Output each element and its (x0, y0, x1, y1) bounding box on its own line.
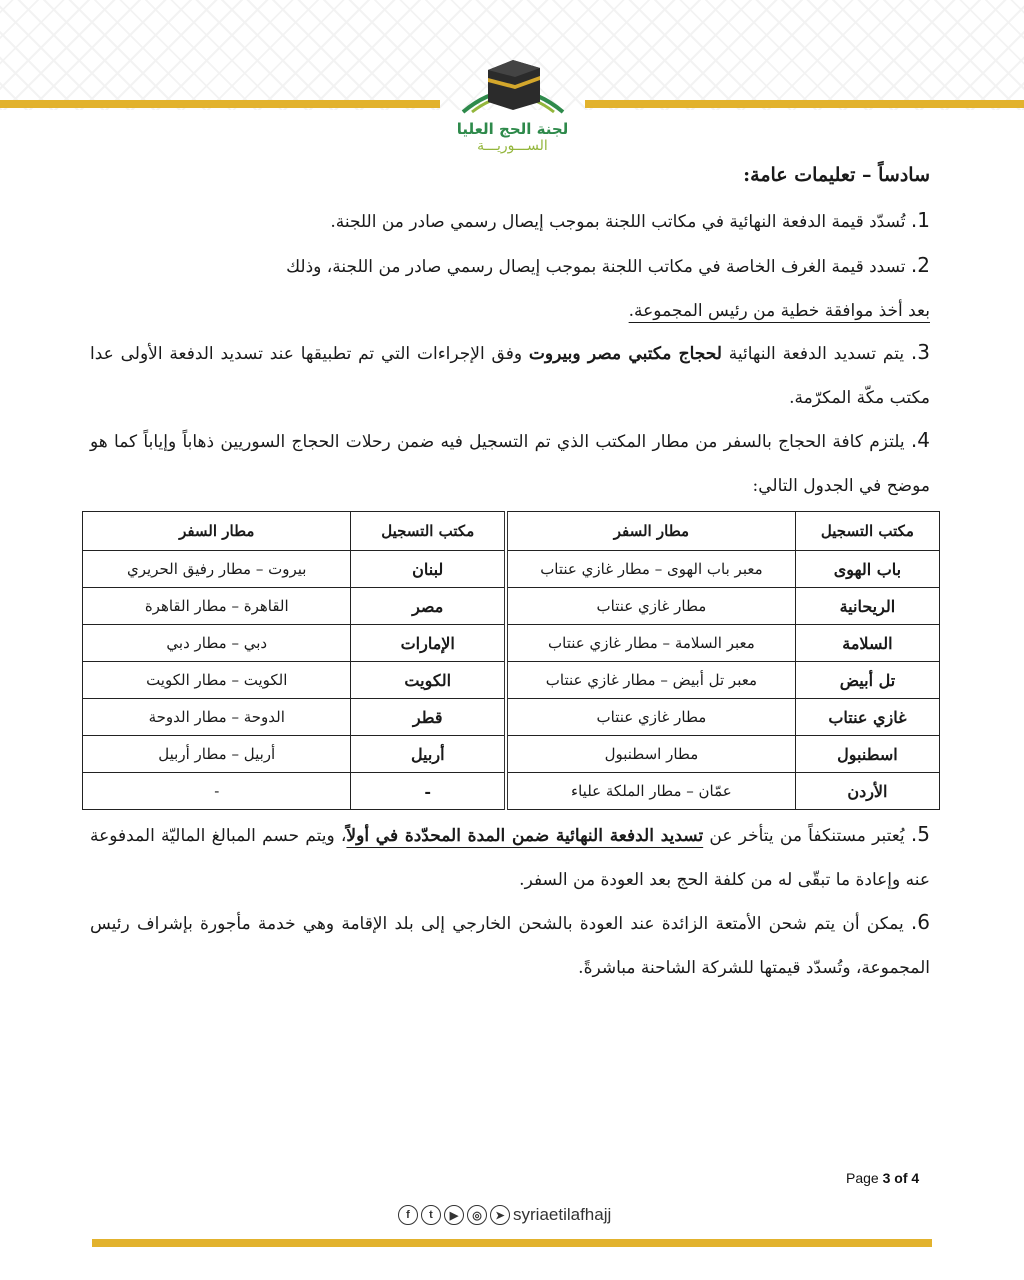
table-row (83, 736, 940, 773)
kaaba-icon (458, 50, 568, 120)
instruction-item-6 (90, 900, 930, 990)
item-number: 4. (910, 428, 931, 452)
table-row (83, 773, 940, 810)
committee-logo (440, 50, 585, 162)
table-cell: الريحانية (795, 588, 939, 625)
logo-title: لجنة الحج العليا (456, 120, 569, 138)
footer-rule (92, 1239, 932, 1247)
table-cell: الكويت – مطار الكويت (83, 662, 351, 699)
table-cell: غازي عنتاب (795, 699, 939, 736)
table-cell: تل أبيض (795, 662, 939, 699)
table-header-row (83, 512, 940, 551)
table-cell: الدوحة – مطار الدوحة (83, 699, 351, 736)
item-text-rest: ، ويتم حسم المبالغ الماليّة المدفوعة عنه وإعادة ما تبقّى له من كلفة الحج بعد العودة من السفر. (90, 826, 930, 890)
table-cell: بيروت – مطار رفيق الحريري (83, 551, 351, 588)
item-number: 6. (910, 910, 930, 934)
table-row (83, 625, 940, 662)
telegram-icon[interactable]: ➤ (490, 1205, 510, 1225)
item-text: تُسدّد قيمة الدفعة النهائية في مكاتب اللجنة بموجب إيصال رسمي صادر من اللجنة. (330, 212, 906, 232)
item-text-bold: لحجاج مكتبي مصر وبيروت (528, 344, 722, 364)
item-number: 2. (910, 253, 930, 277)
table-cell: السلامة (795, 625, 939, 662)
table-cell: معبر تل أبيض – مطار غازي عنتاب (506, 662, 795, 699)
table-cell: معبر السلامة – مطار غازي عنتاب (506, 625, 795, 662)
table-cell: دبي – مطار دبي (83, 625, 351, 662)
item-text: يمكن أن يتم شحن الأمتعة الزائدة عند العودة بالشحن الخارجي إلى بلد الإقامة وهي خدمة مأجورة بإشراف رئيس المجموعة، وتُسدّد قيمتها للشركة الشاحنة مباشرةً. (90, 914, 930, 978)
header-rule-right (585, 100, 1024, 108)
item-text: يتم تسديد الدفعة النهائية (728, 344, 905, 364)
registration-airports-table (82, 511, 940, 810)
social-links (398, 1203, 611, 1227)
table-row (83, 662, 940, 699)
table-cell: مطار اسطنبول (506, 736, 795, 773)
table-cell: الإمارات (351, 625, 506, 662)
table-cell: معبر باب الهوى – مطار غازي عنتاب (506, 551, 795, 588)
column-header: مطار السفر (506, 512, 795, 551)
table-cell: اسطنبول (795, 736, 939, 773)
instruction-item-4 (90, 418, 930, 508)
item-text-underlined: بعد أخذ موافقة خطية من رئيس المجموعة. (628, 301, 930, 321)
item-number: 1. (910, 208, 930, 232)
table-cell: الأردن (795, 773, 939, 810)
instagram-icon[interactable]: ◎ (467, 1205, 487, 1225)
table-cell: أربيل (351, 736, 506, 773)
item-text: تسدد قيمة الغرف الخاصة في مكاتب اللجنة بموجب إيصال رسمي صادر من اللجنة، وذلك (286, 257, 906, 277)
table-cell: الكويت (351, 662, 506, 699)
item-text: يُعتبر مستنكفاً من يتأخر عن (709, 826, 905, 846)
youtube-icon[interactable]: ▶ (444, 1205, 464, 1225)
logo-subtitle: الســـوريـــة (477, 138, 548, 154)
table-cell: - (351, 773, 506, 810)
instruction-item-1 (90, 198, 930, 244)
header-rule-left (0, 100, 440, 108)
column-header: مطار السفر (83, 512, 351, 551)
table-row (83, 551, 940, 588)
item-text: يلتزم كافة الحجاج بالسفر من مطار المكتب الذي تم التسجيل فيه ضمن رحلات الحجاج السوريين ذهاباً وإياباً كما هو موضح في الجدول التالي: (90, 432, 930, 496)
instruction-item-2 (90, 243, 930, 333)
column-header: مكتب التسجيل (795, 512, 939, 551)
instruction-item-5 (90, 812, 930, 902)
item-text-rest: وفق الإجراءات التي تم تطبيقها عند تسديد الدفعة الأولى عدا مكتب مكّة المكرّمة. (90, 344, 930, 408)
table-cell: باب الهوى (795, 551, 939, 588)
table-cell: عمّان – مطار الملكة علياء (506, 773, 795, 810)
social-handle[interactable]: syriaetilafhajj (513, 1205, 612, 1224)
page-number: Page 3 of 4 (846, 1170, 920, 1186)
table-cell: أربيل – مطار أربيل (83, 736, 351, 773)
twitter-icon[interactable]: t (421, 1205, 441, 1225)
item-text-bold: تسديد الدفعة النهائية ضمن المدة المحدّدة في أولاً (346, 826, 704, 846)
item-number: 5. (910, 822, 930, 846)
column-header: مكتب التسجيل (351, 512, 506, 551)
table-cell: - (83, 773, 351, 810)
table-row (83, 699, 940, 736)
table-cell: القاهرة – مطار القاهرة (83, 588, 351, 625)
table-cell: قطر (351, 699, 506, 736)
table-row (83, 588, 940, 625)
table-cell: مصر (351, 588, 506, 625)
table-cell: مطار غازي عنتاب (506, 699, 795, 736)
table-cell: لبنان (351, 551, 506, 588)
table-cell: مطار غازي عنتاب (506, 588, 795, 625)
facebook-icon[interactable]: f (398, 1205, 418, 1225)
section-title: سادساً – تعليمات عامة: (743, 164, 930, 186)
instruction-item-3 (90, 330, 930, 420)
item-number: 3. (910, 340, 931, 364)
